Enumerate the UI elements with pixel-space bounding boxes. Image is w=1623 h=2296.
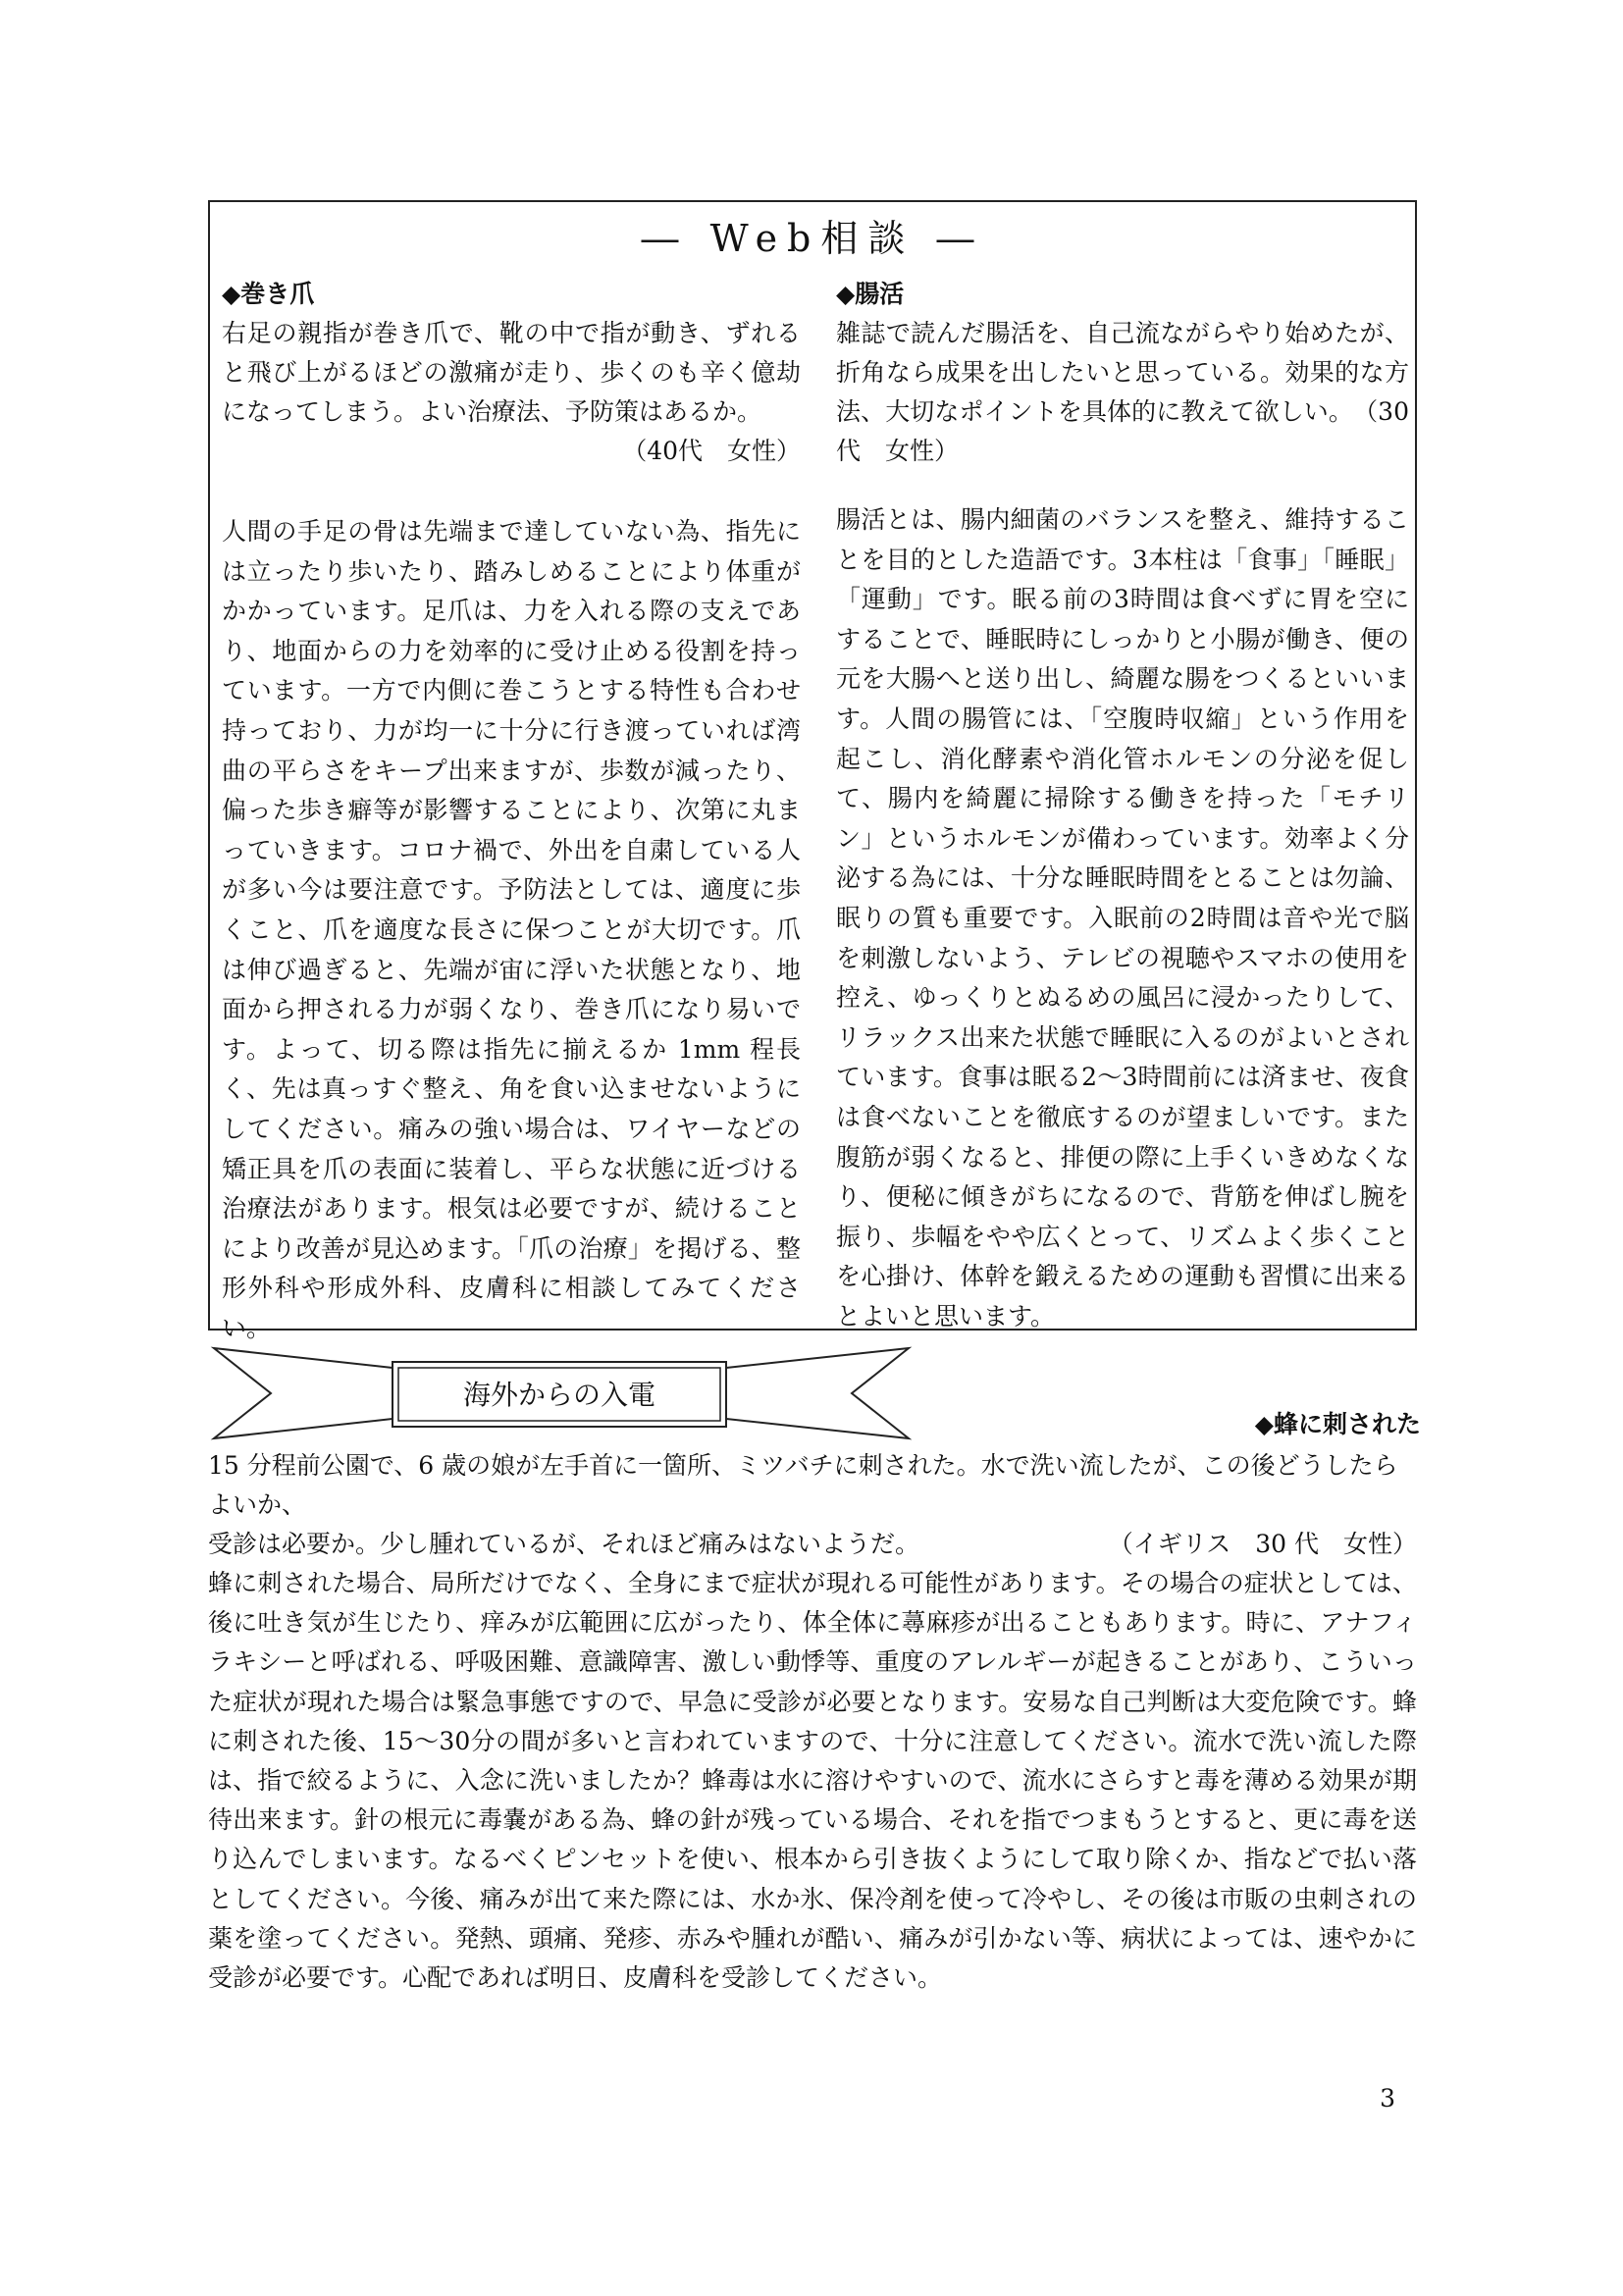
overseas-question-line2-row [208, 1525, 1417, 1564]
box-title: ― Web相談 ― [641, 217, 984, 260]
overseas-answer: 蜂に刺された場合、局所だけでなく、全身にまで症状が現れる可能性があります。その場合の症状としては、後に吐き気が生じたり、痒みが広範囲に広がったり、体全体に蕁麻疹が出ることもあります。時に、アナフィラキシーと呼ばれる、呼吸困難、意識障害、激しい動悸等、重度のアレルギーが起きることがあり、こういった症状が現れた場合は緊急事態ですので、早急に受診が必要となります。安易な自己判断は大変危険です。蜂に刺された後、15～30分の間が多いと言われていますので、十分に注意してください。流水で洗い流した際は、指で絞るように、入念に洗いましたか？蜂毒は水に溶けやすいので、流水にさらすと毒を薄める効果が期待出来ます。針の根元に毒嚢がある為、蜂の針が残っている場合、それを指でつまもうとすると、更に毒を送り込んでしまいます。なるべくピンセットを使い、根本から引き抜くようにして取り除くか、指などで払い落としてください。今後、痛みが出て来た際には、水か氷、保冷剤を使って冷やし、その後は市販の虫刺されの薬を塗ってください。発熱、頭痛、発疹、赤みや腫れが酷い、痛みが引かない等、病状によっては、速やかに受診が必要です。心配であれば明日、皮膚科を受診してください。 [208, 1569, 1417, 1993]
left-answer: 人間の手足の骨は先端まで達していない為、指先には立ったり歩いたり、踏みしめることにより体重がかかっています。足爪は、力を入れる際の支えであり、地面からの力を効率的に受け止める役割を持っています。一方で内側に巻こうとする特性も合わせ持っており、力が均一に十分に行き渡っていれば湾曲の平らさをキープ出来ますが、歩数が減ったり、偏った歩き癖等が影響することにより、次第に丸まっていきます。コロナ禍で、外出を自粛している人が多い今は要注意です。予防法としては、適度に歩くこと、爪を適度な長さに保つことが大切です。爪は伸び過ぎると、先端が宙に浮いた状態となり、地面から押される力が弱くなり、巻き爪になり易いです。よって、切る際は指先に揃えるか 1mm 程長く、先は真っすぐ整え、角を食い込ませないようにしてください。痛みの強い場合は、ワイヤーなどの矯正具を爪の表面に装着し、平らな状態に近づける治療法があります。根気は必要ですが、続けることにより改善が見込めます。「爪の治療」を掲げる、整形外科や形成外科、皮膚科に相談してみてください。 [222, 517, 801, 1342]
overseas-question [208, 1446, 1417, 1564]
section-ribbon [208, 1340, 915, 1446]
ribbon-label: 海外からの入電 [462, 1379, 655, 1411]
right-answer: 腸活とは、腸内細菌のバランスを整え、維持することを目的とした造語です。3本柱は「食事」「睡眠」「運動」です。眠る前の3時間は食べずに胃を空にすることで、睡眠時にしっかりと小腸が働き、便の元を大腸へと送り出し、綺麗な腸をつくるといいます。人間の腸管には、「空腹時収縮」という作用を起こし、消化酵素や消化管ホルモンの分泌を促して、腸内を綺麗に掃除する働きを持った「モチリン」というホルモンが備わっています。効率よく分泌する為には、十分な睡眠時間をとることは勿論、眠りの質も重要です。入眠前の2時間は音や光で脳を刺激しないよう、テレビの視聴やスマホの使用を控え、ゆっくりとぬるめの風呂に浸かったりして、リラックス出来た状態で睡眠に入るのがよいとされています。食事は眠る2～3時間前には済ませ、夜食は食べないことを徹底するのが望ましいです。また腹筋が弱くなると、排便の際に上手くいきめなくなり、便秘に傾きがちになるので、背筋を伸ばし腕を振り、歩幅をやや広くとって、リズムよく歩くことを心掛け、体幹を鍛えるための運動も習慣に出来るとよいと思います。 [836, 505, 1409, 1331]
page-number: 3 [1380, 2084, 1395, 2113]
right-heading: ◆腸活 [836, 280, 905, 308]
overseas-question-line1: 15 分程前公園で、6 歳の娘が左手首に一箇所、ミツバチに刺された。水で洗い流したが、この後どうしたらよいか、 [208, 1451, 1398, 1519]
overseas-asker: （イギリス 30 代 女性） [1108, 1530, 1417, 1558]
right-question: 雑誌で読んだ腸活を、自己流ながらやり始めたが、折角なら成果を出したいと思っている。効果的な方法、大切なポイントを具体的に教えて欲しい。 （30代 女性） [836, 319, 1409, 465]
overseas-question-line2: 受診は必要か。少し腫れているが、それほど痛みはないようだ。 [208, 1530, 920, 1558]
left-heading: ◆巻き爪 [222, 280, 315, 308]
overseas-heading: ◆蜂に刺された [1254, 1410, 1421, 1438]
right-column [836, 275, 1409, 1336]
left-column [222, 275, 801, 1348]
left-question: 右足の親指が巻き爪で、靴の中で指が動き、ずれると飛び上がるほどの激痛が走り、歩くのも辛く億劫になってしまう。よい治療法、予防策はあるか。 [222, 319, 801, 426]
left-asker: （40代 女性） [622, 437, 801, 465]
web-consultation-box [208, 200, 1417, 1342]
